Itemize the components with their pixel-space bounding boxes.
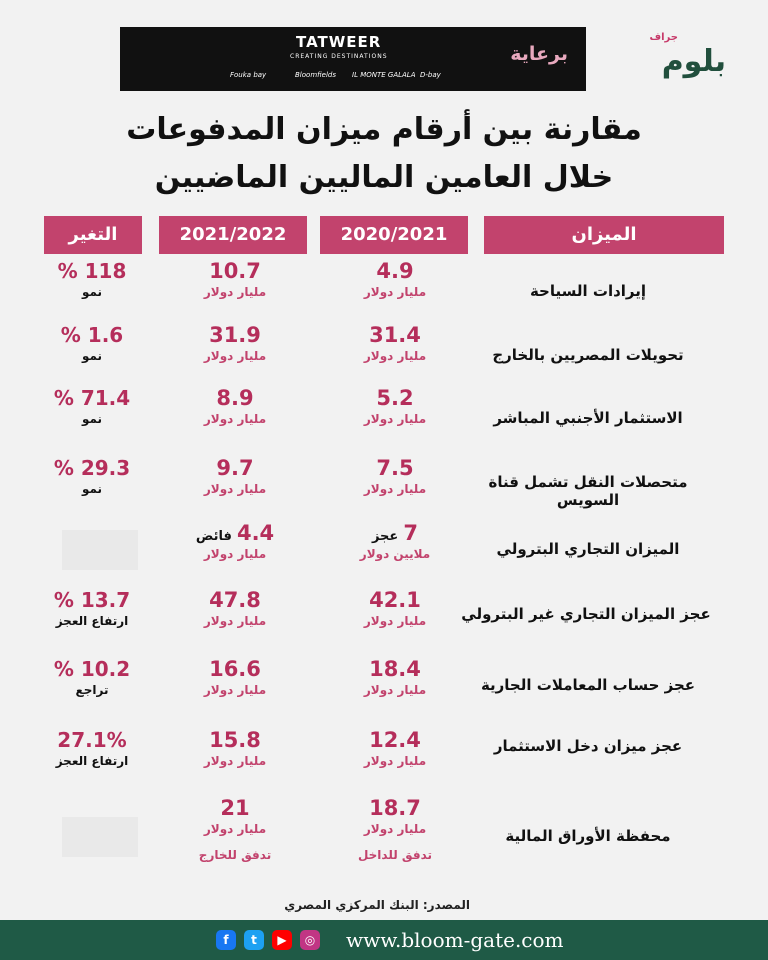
sponsor-project: Bloomfields [295,71,336,79]
empty-change-cell [62,817,138,857]
unit-2020: مليار دولار [363,683,427,697]
unit-2021: مليار دولار [203,683,267,697]
unit-2021: مليار دولار [203,349,267,363]
value-2021: 9.7 [216,456,254,480]
unit-2020: مليار دولار [363,822,427,836]
unit-2020: مليار دولار [363,614,427,628]
brand-top: جراف [649,32,678,43]
change-value: 1.6 % [60,323,124,347]
page-title: مقارنة بين أرقام ميزان المدفوعات [126,112,642,147]
surplus-prefix: فائض [195,529,232,544]
unit-2021: مليار دولار [203,754,267,768]
row-label: متحصلات النقل تشمل قناة السويس [488,473,688,509]
value-2021: 4.4 [236,521,275,545]
change-text: نمو [81,285,103,299]
row-label: الميزان التجاري البترولي [496,540,680,558]
value-2020: 31.4 [369,323,421,347]
header-year2: 2021/2022 [159,216,307,254]
page-subtitle: خلال العامين الماليين الماضيين [154,160,614,195]
unit-2021: مليار دولار [203,482,267,496]
row-label: عجز ميزان دخل الاستثمار [493,737,683,755]
value-2021: 47.8 [209,588,261,612]
value-2020: 18.7 [369,796,421,820]
value-2020: 42.1 [369,588,421,612]
value-2020: 7 [403,521,419,545]
change-value: 13.7 % [53,588,131,612]
facebook-icon[interactable]: f [216,930,236,950]
deficit-prefix: عجز [371,529,399,544]
header-change: التغير [44,216,142,254]
sponsor-project: IL MONTE GALALA [352,71,416,79]
row-label: محفظة الأوراق المالية [505,827,671,845]
value-2021: 21 [220,796,250,820]
flow-note-2020: تدفق للداخل [357,848,433,862]
header-metric: الميزان [484,216,724,254]
change-value: 27.1% [57,728,127,752]
sponsor-word: برعاية [510,43,568,65]
row-label: تحويلات المصريين بالخارج [492,346,684,364]
flow-note-2021: تدفق للخارج [198,848,272,862]
row-label: إيرادات السياحة [529,282,647,300]
change-text: ارتفاع العجز [55,614,129,628]
row-label: عجز الميزان التجاري غير البترولي [461,605,711,623]
value-2021: 10.7 [209,259,261,283]
value-2021: 16.6 [209,657,261,681]
unit-2020: مليار دولار [363,754,427,768]
change-value: 10.2 % [53,657,131,681]
value-2021: 15.8 [209,728,261,752]
row-label: عجز حساب المعاملات الجارية [480,676,696,694]
sponsor-project: Fouka bay [230,71,267,79]
change-value: 29.3 % [53,456,131,480]
change-text: نمو [81,482,103,496]
unit-2021: مليار دولار [203,547,267,561]
row-label: الاستثمار الأجنبي المباشر [493,409,683,427]
unit-2021: مليار دولار [203,412,267,426]
footer-bar [0,920,768,960]
empty-change-cell [62,530,138,570]
sponsor-company: TATWEER [296,33,382,51]
unit-2020: ملايين دولار [359,547,431,561]
change-text: تراجع [75,683,109,697]
instagram-icon[interactable]: ◎ [300,930,320,950]
value-2020: 7.5 [376,456,414,480]
unit-2020: مليار دولار [363,482,427,496]
change-text: نمو [81,349,103,363]
change-text: ارتفاع العجز [55,754,129,768]
value-2020: 5.2 [376,386,414,410]
unit-2020: مليار دولار [363,349,427,363]
unit-2021: مليار دولار [203,614,267,628]
sponsor-tagline: CREATING DESTINATIONS [290,53,388,60]
source-note: المصدر: البنك المركزي المصري [284,898,470,912]
website-link[interactable]: www.bloom-gate.com [346,928,564,952]
change-value: 118 % [57,259,127,283]
brand-logo: بلوم [661,44,726,79]
value-2020: 4.9 [376,259,414,283]
value-2020: 12.4 [369,728,421,752]
sponsor-banner [120,27,586,91]
change-text: نمو [81,412,103,426]
youtube-icon[interactable]: ▶ [272,930,292,950]
header-year1: 2020/2021 [320,216,468,254]
value-2020: 18.4 [369,657,421,681]
twitter-icon[interactable]: t [244,930,264,950]
change-value: 71.4 % [53,386,131,410]
unit-2021: مليار دولار [203,285,267,299]
value-2021: 8.9 [216,386,254,410]
unit-2020: مليار دولار [363,412,427,426]
unit-2020: مليار دولار [363,285,427,299]
sponsor-project: D-bay [420,71,441,79]
value-2021: 31.9 [209,323,261,347]
unit-2021: مليار دولار [203,822,267,836]
